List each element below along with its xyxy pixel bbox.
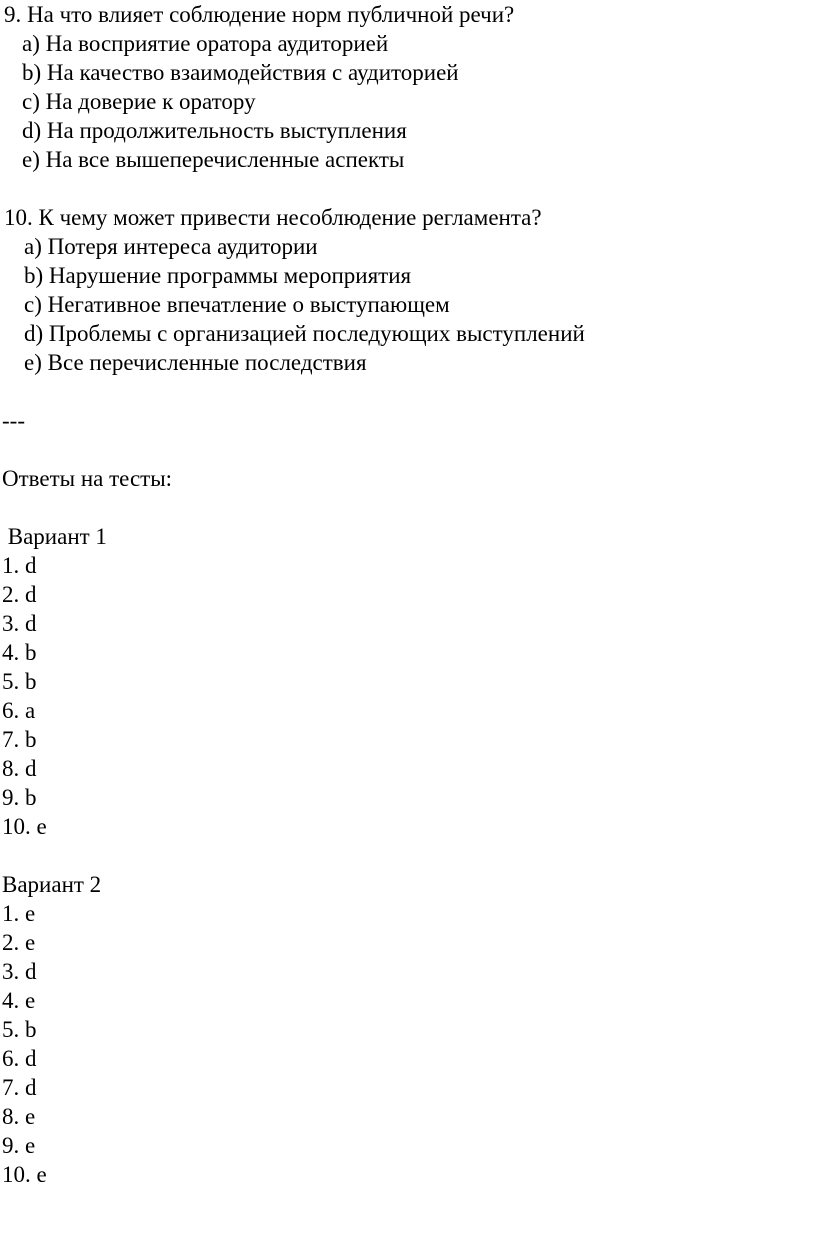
question-9-option-c: c) На доверие к оратору [22, 89, 256, 114]
question-10-option-d: d) Проблемы с организацией последующих выступлений [24, 321, 585, 346]
variant-2-title: Вариант 2 [2, 872, 102, 897]
variant-1-answer-4: 4. b [2, 640, 37, 665]
question-9-option-b: b) На качество взаимодействия с аудиторией [22, 60, 459, 85]
variant-2-answer-9: 9. e [2, 1133, 36, 1158]
separator: --- [2, 408, 25, 433]
question-10-option-b: b) Нарушение программы мероприятия [24, 263, 412, 288]
variant-2-answer-1: 1. e [2, 901, 36, 926]
variant-1-title: Вариант 1 [2, 524, 107, 549]
variant-1-answer-3: 3. d [2, 611, 37, 636]
variant-2-answer-7: 7. d [2, 1075, 37, 1100]
variant-1-answer-9: 9. b [2, 785, 37, 810]
variant-2-answer-4: 4. e [2, 988, 36, 1013]
question-9-option-a: a) На восприятие оратора аудиторией [22, 31, 389, 56]
variant-2-answer-3: 3. d [2, 959, 37, 984]
question-9-title: 9. На что влияет соблюдение норм публичной речи? [4, 2, 515, 27]
variant-2-answer-10: 10. e [2, 1162, 47, 1187]
question-9-option-e: e) На все вышеперечисленные аспекты [22, 147, 405, 172]
variant-1-answer-8: 8. d [2, 756, 37, 781]
variant-1-answer-5: 5. b [2, 669, 37, 694]
variant-1-answer-6: 6. a [2, 698, 36, 723]
variant-2-answer-5: 5. b [2, 1017, 37, 1042]
variant-1-answer-2: 2. d [2, 582, 37, 607]
question-10-option-a: a) Потеря интереса аудитории [24, 234, 318, 259]
variant-1-answer-10: 10. e [2, 814, 47, 839]
question-10-title: 10. К чему может привести несоблюдение регламента? [4, 205, 542, 230]
answers-heading: Ответы на тесты: [2, 466, 173, 491]
variant-2-answer-2: 2. e [2, 930, 36, 955]
question-10-option-c: c) Негативное впечатление о выступающем [24, 292, 450, 317]
variant-1-answer-1: 1. d [2, 553, 37, 578]
variant-2-answer-8: 8. e [2, 1104, 36, 1129]
question-10-option-e: e) Все перечисленные последствия [24, 350, 367, 375]
variant-1-answer-7: 7. b [2, 727, 37, 752]
variant-2-answer-6: 6. d [2, 1046, 37, 1071]
question-9-option-d: d) На продолжительность выступления [22, 118, 407, 143]
